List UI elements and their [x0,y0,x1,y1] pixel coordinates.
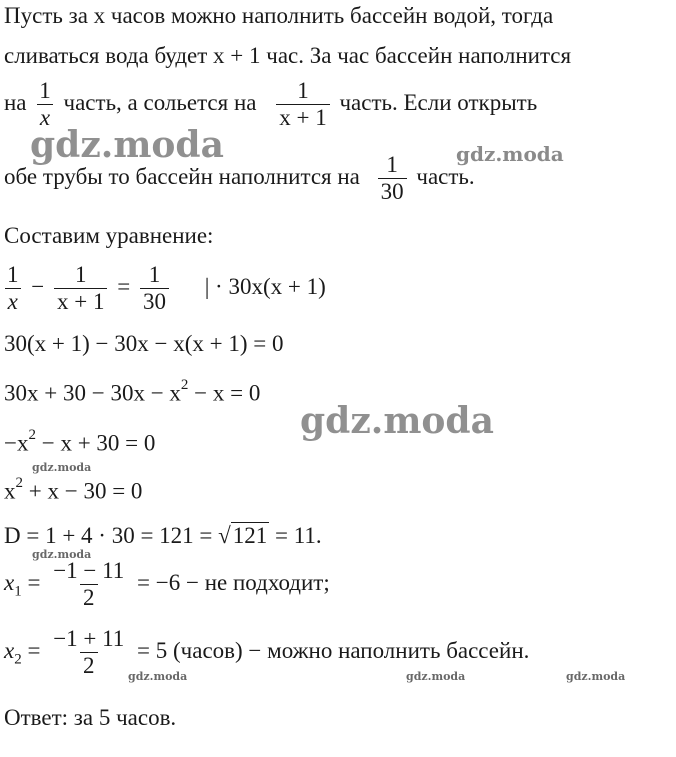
watermark: gdz.moda [32,461,92,474]
minus-sign: − [25,273,50,299]
fraction-1-over-x-plus-1 [276,78,329,131]
watermark: gdz.moda [406,670,466,683]
fraction-numerator: 1 [74,262,87,287]
fraction-1-over-30 [378,152,407,205]
equals-sign: = [21,637,47,663]
fraction-denominator: x + 1 [54,288,107,315]
root-x1 [4,558,330,611]
text-both-pipes: обе трубы то бассейн наполнится на [4,163,360,189]
x1-subscript: 1 [14,583,22,600]
fraction-numerator: −1 + 11 [53,626,125,651]
fraction-numerator: 1 [39,78,51,103]
x2-result: = 5 (часов) − можно наполнить бассейн. [131,637,530,663]
text-line-2: сливаться вода будет x + 1 час. За час бассейн наполнится [4,43,572,68]
text-line-5: Составим уравнение: [4,223,214,248]
fraction-denominator: 30 [378,178,407,205]
discriminant-end: = 11. [269,523,322,548]
equation-5-main: x [4,478,16,504]
text-line-1: Пусть за x часов можно наполнить бассейн водой, тогда [4,3,554,28]
fraction-numerator: 1 [386,152,398,177]
x1-fraction [50,558,127,611]
fraction-denominator: 2 [80,584,98,611]
answer-line: Ответ: за 5 часов. [4,705,177,730]
fraction-1-over-x-plus-1 [54,262,107,315]
fraction-denominator: x [5,288,21,315]
equation-2: 30(x + 1) − 30x − x(x + 1) = 0 [4,331,284,356]
equation-4-end: − x + 30 = 0 [35,430,156,456]
equation-3 [4,374,260,408]
watermark: gdz.moda [30,124,224,166]
fraction-denominator: x + 1 [276,104,329,131]
text-part-open: часть. Если открыть [339,89,538,115]
text-part-end: часть. [416,163,475,189]
fraction-1-over-30 [140,262,169,315]
equation-5-end: + x − 30 = 0 [23,478,143,504]
x1-symbol: x [4,569,15,595]
equation-3-end: − x = 0 [188,380,261,406]
x1-result: = −6 − не подходит; [131,569,330,595]
fraction-denominator: 30 [140,288,169,315]
fraction-numerator: 1 [297,78,309,103]
discriminant-line [4,522,322,550]
exponent: 2 [15,475,23,491]
multiplier-note: | · 30x(x + 1) [204,273,326,299]
radicand: 121 [232,523,268,548]
watermark: gdz.moda [128,670,188,683]
equation-3-main: 30x + 30 − 30x − x [4,380,181,406]
exponent: 2 [180,377,189,393]
x2-symbol: x [4,637,15,663]
equation-1 [4,262,326,315]
watermark: gdz.moda [300,400,494,442]
exponent: 2 [28,427,36,443]
fraction-numerator: 1 [7,262,19,287]
equation-5 [4,472,142,506]
equals-sign: = [111,273,136,299]
fraction-denominator: x [37,104,53,131]
watermark: gdz.moda [456,142,564,166]
fraction-1-over-x [4,262,22,315]
equals-sign: = [21,569,47,595]
fraction-numerator: 1 [148,262,161,287]
x2-subscript: 2 [14,651,22,668]
equation-4-main: −x [4,430,29,456]
equation-4 [4,424,155,458]
discriminant-main: D = 1 + 4 · 30 = 121 = √ [4,523,231,548]
fraction-denominator: 2 [80,652,98,679]
x2-fraction [50,626,127,679]
text-part-drain: часть, а сольется на [63,89,257,115]
fraction-numerator: −1 − 11 [53,558,125,583]
watermark: gdz.moda [566,670,626,683]
watermark: gdz.moda [32,548,92,561]
text-na: на [4,89,27,115]
